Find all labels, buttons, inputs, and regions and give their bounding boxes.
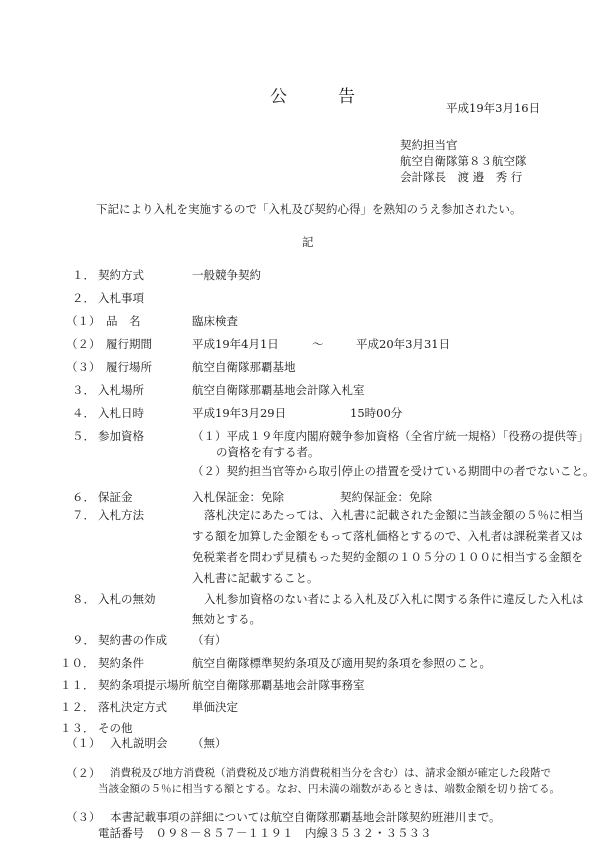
other-3-number: （３） xyxy=(66,810,101,824)
period-tilde: ～ xyxy=(312,337,324,351)
notice-date: 平成19年3月16日 xyxy=(446,101,541,115)
tax-line-2: 当該金額の５％に相当する額とする。なお、円未満の端数があるときは、端数金額を切り捨てる。 xyxy=(98,783,560,795)
item-8-label: 入札の無効 xyxy=(98,592,156,606)
contractor-title: 契約担当官 xyxy=(400,138,458,152)
intro-text: 下記により入札を実施するので「入札及び契約心得」を熟知のうえ参加されたい。 xyxy=(96,202,522,216)
sub-2-number: （２） xyxy=(66,337,101,351)
invalid-line-1: 入札参加資格のない者による入札及び入札に関する条件に違反した入札は xyxy=(204,592,584,606)
bid-deposit: 入札保証金：免除 xyxy=(192,490,284,504)
item-12-label: 落札決定方式 xyxy=(98,700,167,714)
item-13-number: １３． xyxy=(60,721,95,735)
item-10-number: １０． xyxy=(60,656,95,670)
item-8-number: ８． xyxy=(72,592,95,606)
item-5-number: ５． xyxy=(72,429,95,443)
item-7-number: ７． xyxy=(72,508,95,522)
sub-1-number: （１） xyxy=(66,314,101,328)
bid-method-line-3: 免税業者を問わず見積もった契約金額の１０５分の１００に相当する金額を xyxy=(192,550,583,564)
period-start: 平成19年4月1日 xyxy=(192,337,279,351)
bid-method-line-1: 落札決定にあたっては、入札書に記載された金額に当該金額の５％に相当 xyxy=(204,508,584,522)
contract-deposit: 契約保証金：免除 xyxy=(340,490,432,504)
item-9-value: （有） xyxy=(192,633,227,647)
sub-3-number: （３） xyxy=(66,360,101,374)
qualification-2: （２）契約担当官等から取引停止の措置を受けている期間中の者でないこと。 xyxy=(192,464,595,478)
bid-time: 15時00分 xyxy=(350,406,403,420)
qualification-1b: の資格を有する者。 xyxy=(216,445,320,459)
other-2-number: （２） xyxy=(66,766,101,780)
item-9-number: ９． xyxy=(72,633,95,647)
sub-1-label: 品 名 xyxy=(106,314,141,328)
title-right: 告 xyxy=(338,87,357,107)
item-3-label: 入札場所 xyxy=(98,383,144,397)
period-end: 平成20年3月31日 xyxy=(356,337,451,351)
qualification-1a: （１）平成１９年度内閣府競争参加資格（全省庁統一規格）「役務の提供等」 xyxy=(192,429,589,443)
sub-3-label: 履行場所 xyxy=(106,360,152,374)
title-left: 公 xyxy=(270,87,289,107)
contact-line-1: 本書記載事項の詳細については航空自衛隊那覇基地会計隊契約班港川まで。 xyxy=(110,810,501,824)
item-4-label: 入札日時 xyxy=(98,406,144,420)
item-2-label: 入札事項 xyxy=(98,291,144,305)
item-6-number: ６． xyxy=(72,490,95,504)
contractor-name: 会計隊長 渡 邉 秀 行 xyxy=(400,170,523,184)
item-2-number: ２． xyxy=(72,291,95,305)
item-12-value: 単価決定 xyxy=(192,700,238,714)
other-1-value: （無） xyxy=(192,736,227,750)
contractor-unit: 航空自衛隊第８３航空隊 xyxy=(400,154,527,168)
other-1-number: （１） xyxy=(66,736,101,750)
item-11-value: 航空自衛隊那覇基地会計隊事務室 xyxy=(192,678,365,692)
sub-3-value: 航空自衛隊那覇基地 xyxy=(192,360,296,374)
bid-method-line-2: する額を加算した金額をもって落札価格とするので、入札者は課税業者又は xyxy=(192,529,583,543)
other-1-label: 入札説明会 xyxy=(110,736,168,750)
item-11-label: 契約条項提示場所 xyxy=(98,678,190,692)
item-3-value: 航空自衛隊那覇基地会計隊入札室 xyxy=(192,383,365,397)
item-7-label: 入札方法 xyxy=(98,508,144,522)
item-9-label: 契約書の作成 xyxy=(98,633,167,647)
item-1-number: １． xyxy=(72,268,95,282)
sub-2-label: 履行期間 xyxy=(106,337,152,351)
item-11-number: １１． xyxy=(60,678,95,692)
item-12-number: １２． xyxy=(60,700,95,714)
item-6-label: 保証金 xyxy=(98,490,133,504)
sub-1-value: 臨床検査 xyxy=(192,314,238,328)
item-13-label: その他 xyxy=(98,721,133,735)
item-3-number: ３． xyxy=(72,383,95,397)
item-5-label: 参加資格 xyxy=(98,429,144,443)
item-10-value: 航空自衛隊標準契約条項及び適用契約条項を参照のこと。 xyxy=(192,656,491,670)
item-10-label: 契約条件 xyxy=(98,656,144,670)
item-1-label: 契約方式 xyxy=(98,268,144,282)
bid-date: 平成19年3月29日 xyxy=(192,406,287,420)
item-4-number: ４． xyxy=(72,406,95,420)
tax-line-1: 消費税及び地方消費税（消費税及び地方消費税相当分を含む）は、請求金額が確定した段階で xyxy=(110,767,551,779)
bid-method-line-4: 入札書に記載すること。 xyxy=(192,571,319,585)
ki-mark: 記 xyxy=(302,235,314,249)
item-1-value: 一般競争契約 xyxy=(192,268,261,282)
contact-phone: 電話番号 ０９８－８５７－１１９１ 内線３５３２・３５３３ xyxy=(98,826,432,840)
invalid-line-2: 無効とする。 xyxy=(192,612,261,626)
